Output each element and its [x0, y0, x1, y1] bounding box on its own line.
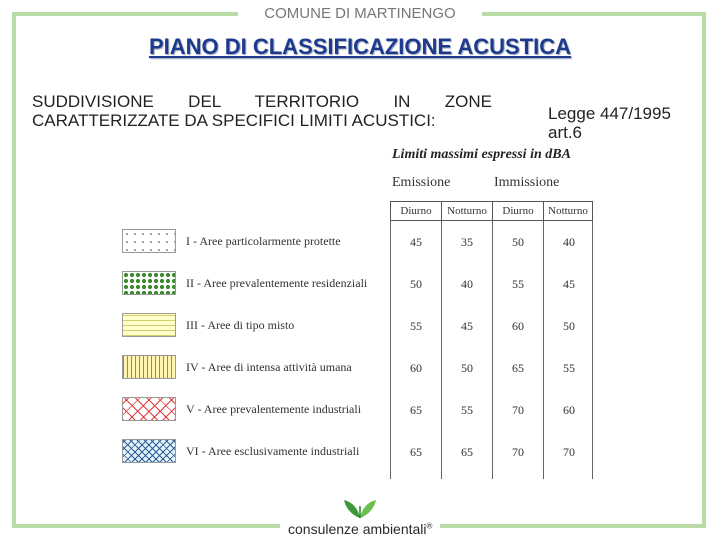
law-reference-line2: art.6 — [548, 123, 583, 142]
table-caption: Limiti massimi espressi in dBA — [392, 147, 571, 162]
zone-pattern-swatch — [122, 439, 176, 463]
limit-value: 50 — [410, 277, 422, 291]
column-header-day-immission: Diurno — [492, 201, 544, 221]
limit-value: 55 — [512, 277, 524, 291]
law-reference-line1: Legge 447/1995 — [548, 104, 671, 123]
limit-value: 35 — [461, 235, 473, 249]
limit-value: 45 — [410, 235, 422, 249]
limit-value: 55 — [410, 319, 422, 333]
group-label-emission: Emissione — [392, 175, 451, 190]
zone-row — [122, 313, 402, 339]
subtitle-text: SUDDIVISIONE DEL TERRITORIO IN ZONE CARATTERIZZATE DA SPECIFICI LIMITI ACUSTICI: — [32, 92, 492, 130]
limit-value: 50 — [563, 319, 575, 333]
page-title: PIANO DI CLASSIFICAZIONE ACUSTICA — [148, 34, 572, 59]
zone-row — [122, 271, 402, 297]
limit-value: 55 — [461, 403, 473, 417]
brand-text — [288, 521, 432, 537]
limit-value: 65 — [410, 403, 422, 417]
zone-row — [122, 355, 402, 381]
zone-pattern-swatch — [122, 355, 176, 379]
column-header-night-emission: Notturno — [441, 201, 493, 221]
limit-value: 60 — [563, 403, 575, 417]
limit-value: 45 — [461, 319, 473, 333]
limit-value: 65 — [461, 445, 473, 459]
footer-brand — [280, 496, 440, 536]
zone-label: IV - Aree di intensa attività umana — [186, 360, 352, 374]
law-reference — [548, 104, 671, 142]
limit-value: 70 — [512, 403, 524, 417]
zone-pattern-swatch — [122, 313, 176, 337]
zone-row — [122, 439, 402, 465]
limit-value: 45 — [563, 277, 575, 291]
zone-pattern-swatch — [122, 229, 176, 253]
table-divider — [492, 221, 493, 479]
limit-value: 60 — [512, 319, 524, 333]
column-header-night-immission: Notturno — [543, 201, 593, 221]
table-divider — [441, 221, 442, 479]
zone-row — [122, 397, 402, 423]
zone-label: II - Aree prevalentemente residenziali — [186, 276, 368, 290]
green-leaves-logo-icon — [340, 498, 380, 520]
zone-label: I - Aree particolarmente protette — [186, 234, 341, 248]
limit-value: 70 — [512, 445, 524, 459]
brand-registered-mark: ® — [426, 521, 433, 531]
limit-value: 50 — [512, 235, 524, 249]
zone-pattern-swatch — [122, 397, 176, 421]
zone-pattern-swatch — [122, 271, 176, 295]
limit-value: 50 — [461, 361, 473, 375]
limit-value: 65 — [410, 445, 422, 459]
limit-value: 60 — [410, 361, 422, 375]
zone-label: III - Aree di tipo misto — [186, 318, 295, 332]
zone-label: VI - Aree esclusivamente industriali — [186, 444, 360, 458]
limit-value: 40 — [563, 235, 575, 249]
table-divider — [592, 221, 593, 479]
group-label-immission: Immissione — [494, 175, 560, 190]
limit-value: 55 — [563, 361, 575, 375]
column-header-day-emission: Diurno — [390, 201, 442, 221]
zone-row — [122, 229, 402, 255]
table-divider — [543, 221, 544, 479]
municipality-label: COMUNE DI MARTINENGO — [238, 4, 482, 24]
limit-value: 40 — [461, 277, 473, 291]
brand-name: consulenze ambientali — [288, 521, 427, 537]
zone-label: V - Aree prevalentemente industriali — [186, 402, 362, 416]
limit-value: 65 — [512, 361, 524, 375]
limit-value: 70 — [563, 445, 575, 459]
